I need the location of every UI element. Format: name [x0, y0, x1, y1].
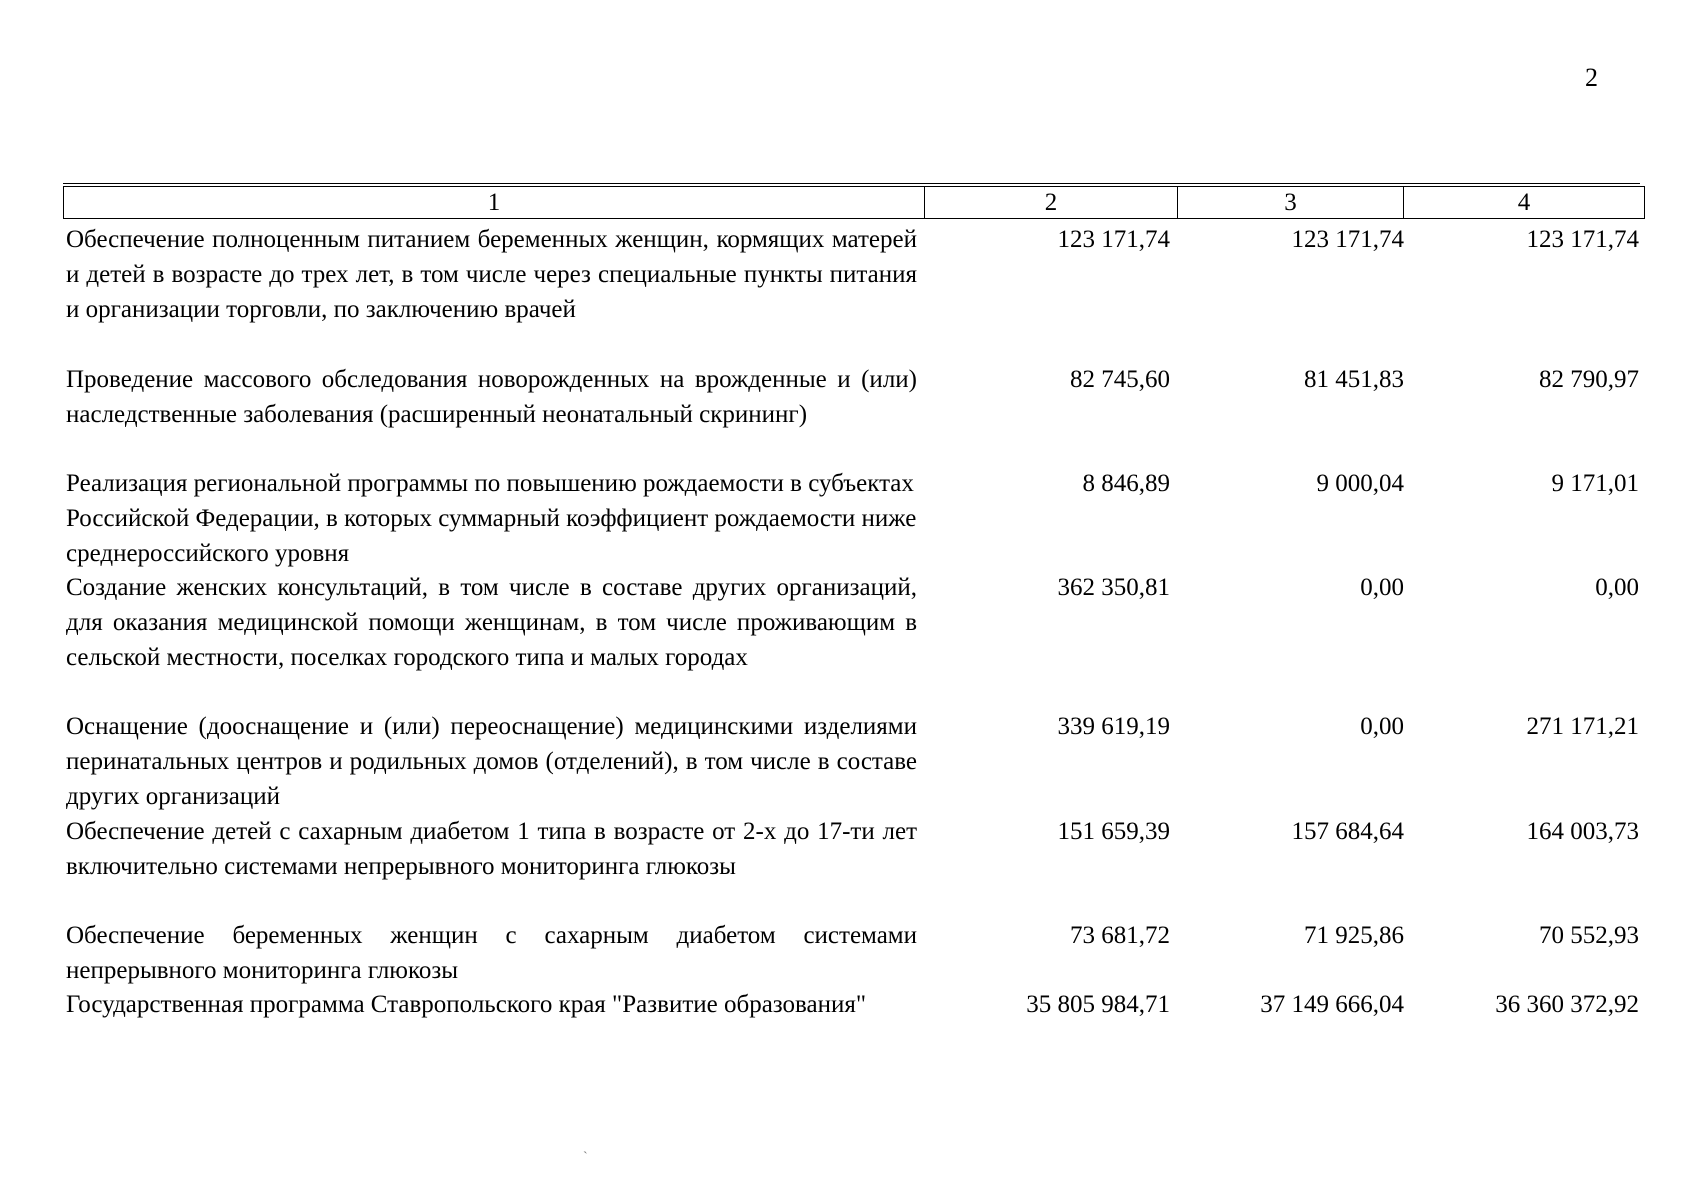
header-col-3: 3 — [1178, 187, 1404, 219]
header-col-4: 4 — [1404, 187, 1645, 219]
row-value-col2: 151 659,39 — [1057, 818, 1170, 845]
row-value-col3: 123 171,74 — [1291, 226, 1404, 253]
row-description: Реализация региональной программы по повышению рождаемости в субъектах Российской Федерации, в которых суммарный коэффициент рождаемости ниже среднероссийского уровня — [66, 470, 917, 567]
row-description: Оснащение (дооснащение и (или) переоснащение) медицинскими изделиями перинатальных центров и родильных домов (отделений), в том числе в составе других организаций — [66, 713, 917, 810]
header-col-2: 2 — [925, 187, 1178, 219]
row-description: Обеспечение беременных женщин с сахарным диабетом системами непрерывного мониторинга глюкозы — [66, 922, 917, 984]
row-value-col4: 70 552,93 — [1539, 922, 1639, 949]
row-value-col2: 362 350,81 — [1057, 574, 1170, 601]
row-value-col4: 36 360 372,92 — [1495, 991, 1639, 1018]
row-value-col4: 164 003,73 — [1526, 818, 1639, 845]
scan-speck: ` — [583, 1150, 588, 1165]
row-description: Обеспечение полноценным питанием беременных женщин, кормящих матерей и детей в возрасте до трех лет, в том числе через специальные пункты питания и организации торговли, по заключению врачей — [66, 226, 917, 323]
header-col-1: 1 — [64, 187, 925, 219]
page-number: 2 — [1585, 63, 1598, 92]
row-value-col2: 123 171,74 — [1057, 226, 1170, 253]
table-top-rule — [63, 183, 1640, 184]
row-value-col2: 82 745,60 — [1070, 366, 1170, 393]
row-value-col3: 9 000,04 — [1316, 470, 1404, 497]
row-value-col2: 339 619,19 — [1057, 713, 1170, 740]
row-value-col2: 35 805 984,71 — [1026, 991, 1170, 1018]
row-value-col4: 271 171,21 — [1526, 713, 1639, 740]
row-description: Государственная программа Ставропольского края "Развитие образования" — [66, 991, 867, 1018]
row-description: Создание женских консультаций, в том числе в составе других организаций, для оказания медицинской помощи женщинам, в том числе проживающим в сельской местности, поселках городского типа и малых городах — [66, 574, 917, 671]
row-value-col3: 81 451,83 — [1304, 366, 1404, 393]
row-value-col2: 73 681,72 — [1070, 922, 1170, 949]
table-header — [63, 186, 1645, 219]
row-value-col4: 123 171,74 — [1526, 226, 1639, 253]
row-value-col3: 0,00 — [1360, 574, 1404, 601]
row-description: Обеспечение детей с сахарным диабетом 1 типа в возрасте от 2-х до 17-ти лет включительно системами непрерывного мониторинга глюкозы — [66, 818, 917, 880]
row-description: Проведение массового обследования новорожденных на врожденные и (или) наследственные заболевания (расширенный неонатальный скрининг) — [66, 366, 917, 428]
row-value-col4: 9 171,01 — [1551, 470, 1639, 497]
row-value-col3: 0,00 — [1360, 713, 1404, 740]
row-value-col4: 82 790,97 — [1539, 366, 1639, 393]
row-value-col2: 8 846,89 — [1082, 470, 1170, 497]
row-value-col4: 0,00 — [1595, 574, 1639, 601]
row-value-col3: 157 684,64 — [1291, 818, 1404, 845]
row-value-col3: 37 149 666,04 — [1260, 991, 1404, 1018]
row-value-col3: 71 925,86 — [1304, 922, 1404, 949]
